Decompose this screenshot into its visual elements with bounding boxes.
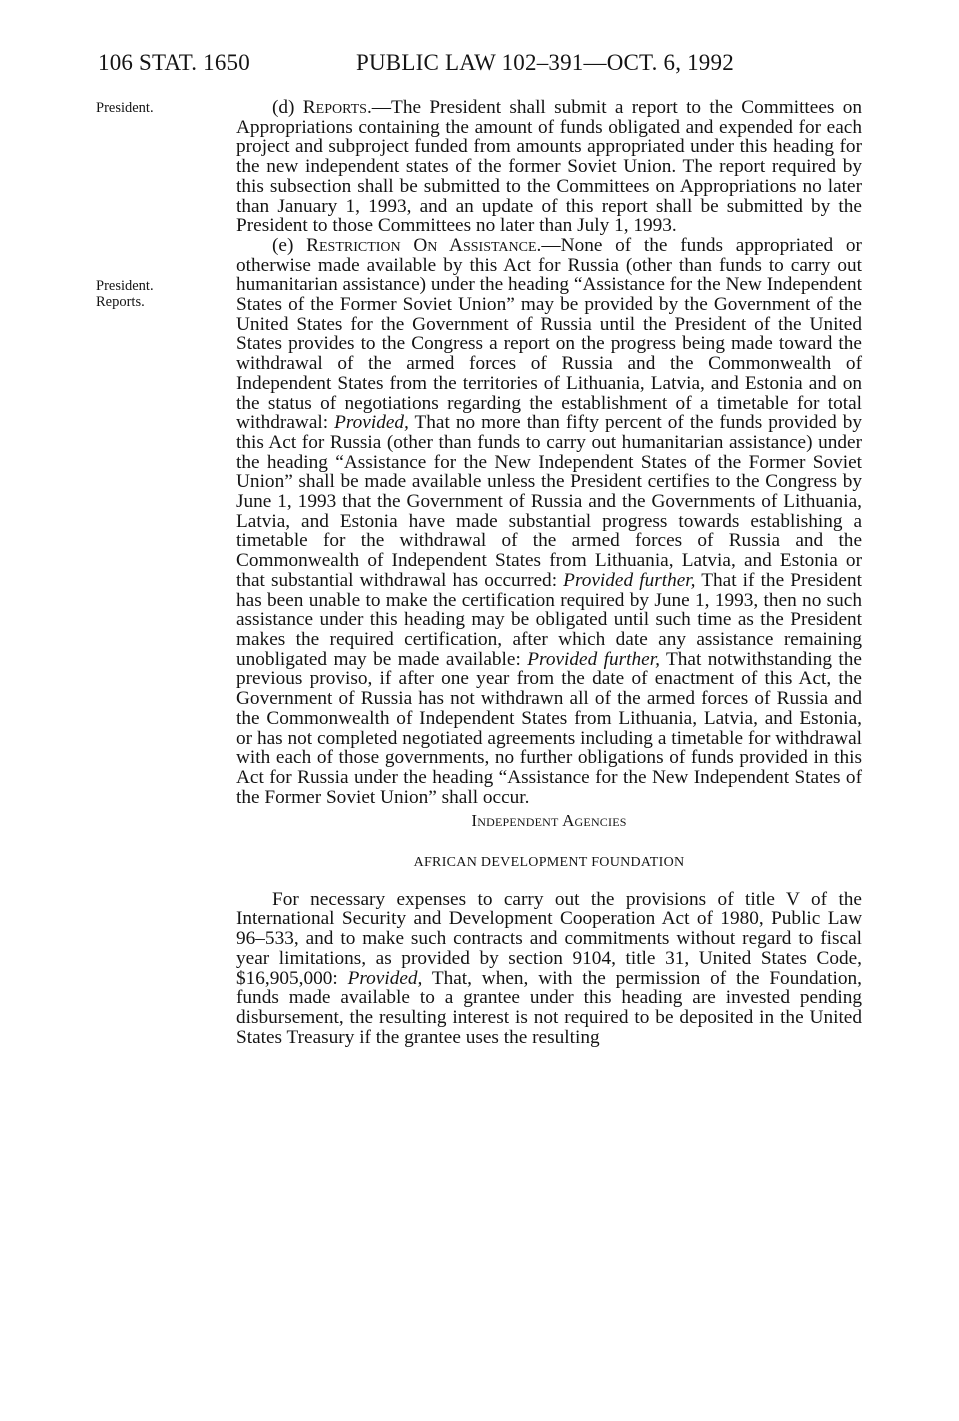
heading-african-development-foundation: AFRICAN DEVELOPMENT FOUNDATION [413, 855, 685, 871]
law-title: PUBLIC LAW 102–391—OCT. 6, 1992 [356, 50, 734, 75]
paragraph-text: That, when, with the permission of the Foundation, funds made available to a grantee under this heading are invested pending disbursement, the resulting interest is not required to be deposited in the United States Treasury if the grantee uses the resulting [236, 967, 862, 1048]
paragraph-text: For necessary expenses to carry out the provisions of title V of the International Security and Development Cooperation Act of 1980, Public Law 96–533, and to make such contracts and commitments without regard to fiscal year limitations, as provided by section 9104, title 31, United States Code, $16,905,000: [236, 888, 862, 989]
subsection-d [236, 98, 862, 236]
margin-note-line: President. [96, 100, 154, 116]
page-header [98, 50, 778, 84]
margin-note-line: Reports. [96, 294, 145, 310]
subsection-label: (e) [272, 234, 307, 256]
proviso-italic: Provided further, [527, 648, 660, 670]
margin-note-line: President. [96, 278, 154, 294]
proviso-italic: Provided, [347, 967, 423, 989]
proviso-italic: Provided, [334, 412, 409, 434]
statute-citation: 106 STAT. 1650 [98, 50, 250, 75]
subsection-e [236, 236, 862, 807]
subsection-text: None of the funds appropriated or otherwise made available by this Act for Russia (other than funds to carry out humanitarian assistance) under the heading “Assistance for the New Independent States of the Former Soviet Union” may be provided by the Government of the United States for the Government of Russia until the President of the United States provides to the Congress a report on the progress being made toward the withdrawal of the armed forces of Russia and the Commonwealth of Independent States from the territories of Lithuania, Latvia, and Estonia and on the status of negotiations regarding the establishment of a timetable for total withdrawal: [236, 234, 862, 434]
margin-note-president [96, 100, 154, 116]
statute-body [236, 98, 862, 1047]
proviso-italic: Provided further, [563, 569, 696, 591]
margin-note-president-reports [96, 278, 154, 310]
heading-dash: .— [536, 234, 561, 256]
subsection-label: (d) [272, 97, 303, 118]
subsection-text: That no more than fifty percent of the funds provided by this Act for Russia (other than funds to carry out humanitarian assistance) under the heading “Assistance for the New Independent States of the Former Soviet Union” shall be made available unless the President certifies to the Congress by June 1, 1993 that the Government of Russia and the Governments of Lithuania, Latvia, and Estonia have made substantial progress towards establishing a timetable for the withdrawal of the armed forces of Russia and the Commonwealth of Independent States from Lithuania, Latvia, and Estonia or that substantial withdrawal has occurred: [236, 412, 862, 591]
subsection-text: That if the President has been unable to make the certification required by June 1, 1993, then no such assistance under this heading may be obligated until such time as the President makes the required certification, after which date any assistance remaining unobligated may be made available: [236, 569, 862, 670]
heading-dash: .— [366, 97, 392, 118]
subsection-text: The President shall submit a report to the Committees on Appropriations containing the amount of funds obligated and expended for each project and subproject funded from amounts appropriated under this heading for the new independent states of the former Soviet Union. The report required by this subsection shall be submitted to the Committees on Appropriations no later than January 1, 1993, and an update of this report shall be submitted by the President to those Committees no later than July 1, 1993. [236, 97, 862, 237]
subsection-heading: Reports [302, 97, 367, 118]
subsection-text: That notwithstanding the previous proviso, if after one year from the date of enactment of this Act, the Government of Russia has not withdrawn all of the armed forces of Russia and the Commonwealth of Independent States from Lithuania, Latvia, and Estonia, or has not completed negotiated agreements including a timetable for withdrawal with each of those governments, no further obligations of funds provided in this Act for Russia under the heading “Assistance for the New Independent States of the Former Soviet Union” shall occur. [236, 648, 862, 808]
foundation-paragraph [236, 890, 862, 1048]
heading-independent-agencies: Independent Agencies [471, 811, 627, 831]
subsection-heading: Restriction On Assistance [306, 234, 537, 256]
